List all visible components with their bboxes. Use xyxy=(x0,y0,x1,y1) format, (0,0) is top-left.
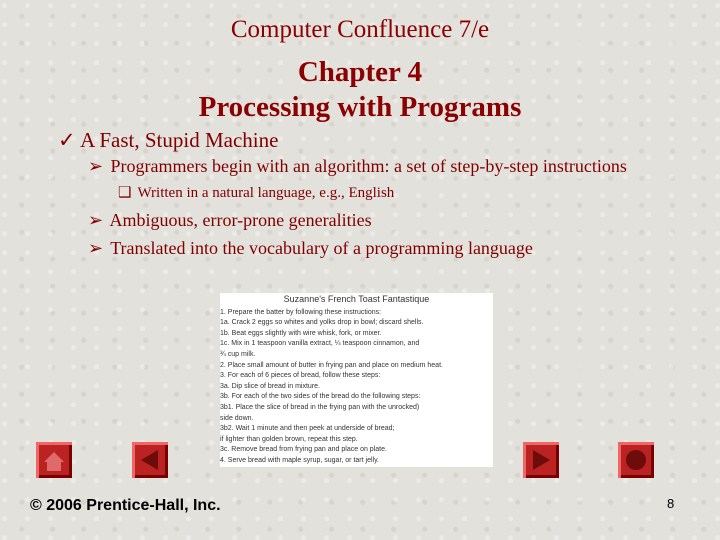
recipe-line: 1a. Crack 2 eggs so whites and yolks drop in bowl; discard shells. xyxy=(220,319,424,327)
back-arrow-icon xyxy=(132,442,168,478)
recipe-line: 3a. Dip slice of bread in mixture. xyxy=(220,382,320,390)
stop-circle-icon xyxy=(618,442,654,478)
bullet-level1-text: A Fast, Stupid Machine xyxy=(80,128,279,152)
bullet-item xyxy=(88,238,533,259)
recipe-line: 3b1. Place the slice of bread in the frying pan with the unrocked) xyxy=(220,403,420,411)
home-icon xyxy=(36,442,72,478)
recipe-line: ¾ cup milk. xyxy=(220,350,256,358)
recipe-line: 1c. Mix in 1 teaspoon vanilla extract, ¼ teaspoon cinnamon, and xyxy=(220,340,420,348)
forward-button[interactable] xyxy=(523,442,559,478)
arrow-bullet-icon: ➢ xyxy=(88,210,104,230)
recipe-line: 3. For each of 6 pieces of bread, follow these steps: xyxy=(220,372,381,380)
forward-arrow-icon xyxy=(523,442,559,478)
bullet-subitem xyxy=(118,183,394,202)
recipe-line: 3b. For each of the two sides of the bread do the following steps: xyxy=(220,393,421,401)
recipe-line: 4. Serve bread with maple syrup, sugar, or tart jelly. xyxy=(220,456,379,464)
bullet-item-text: Ambiguous, error-prone generalities xyxy=(109,210,372,230)
course-title: Computer Confluence 7/e xyxy=(230,16,490,43)
bullet-level1 xyxy=(58,128,278,153)
checkmark-icon: ✓ xyxy=(58,128,76,152)
recipe-title: Suzanne's French Toast Fantastique xyxy=(283,294,430,304)
recipe-line: 2. Place small amount of butter in frying pan and place on medium heat. xyxy=(220,361,443,369)
recipe-line: 1. Prepare the batter by following these instructions: xyxy=(220,308,382,316)
bullet-item xyxy=(88,210,372,231)
recipe-line: side down. xyxy=(220,414,254,422)
recipe-image xyxy=(220,293,493,467)
recipe-line: 3c. Remove bread from frying pan and place on plate. xyxy=(220,446,387,454)
recipe-line: if lighter than golden brown, repeat this step. xyxy=(220,435,358,443)
square-bullet-icon: ❑ xyxy=(118,185,132,201)
bullet-subitem-text: Written in a natural language, e.g., English xyxy=(137,185,395,201)
recipe-line: 3b2. Wait 1 minute and then peek at underside of bread; xyxy=(220,425,395,433)
end-show-button[interactable] xyxy=(618,442,654,478)
home-button[interactable] xyxy=(36,442,72,478)
page-number: 8 xyxy=(667,496,675,511)
chapter-number: Chapter 4 xyxy=(297,56,423,88)
arrow-bullet-icon: ➢ xyxy=(88,238,104,258)
back-button[interactable] xyxy=(132,442,168,478)
bullet-item-text: Translated into the vocabulary of a programming language xyxy=(110,238,533,258)
chapter-title: Processing with Programs xyxy=(198,91,522,123)
arrow-bullet-icon: ➢ xyxy=(88,156,104,176)
bullet-item xyxy=(88,156,627,177)
bullet-item-text: Programmers begin with an algorithm: a set of step-by-step instructions xyxy=(110,156,627,176)
recipe-line: 1b. Beat eggs slightly with wire whisk, fork, or mixer. xyxy=(220,329,382,337)
copyright-text: © 2006 Prentice-Hall, Inc. xyxy=(30,497,221,514)
